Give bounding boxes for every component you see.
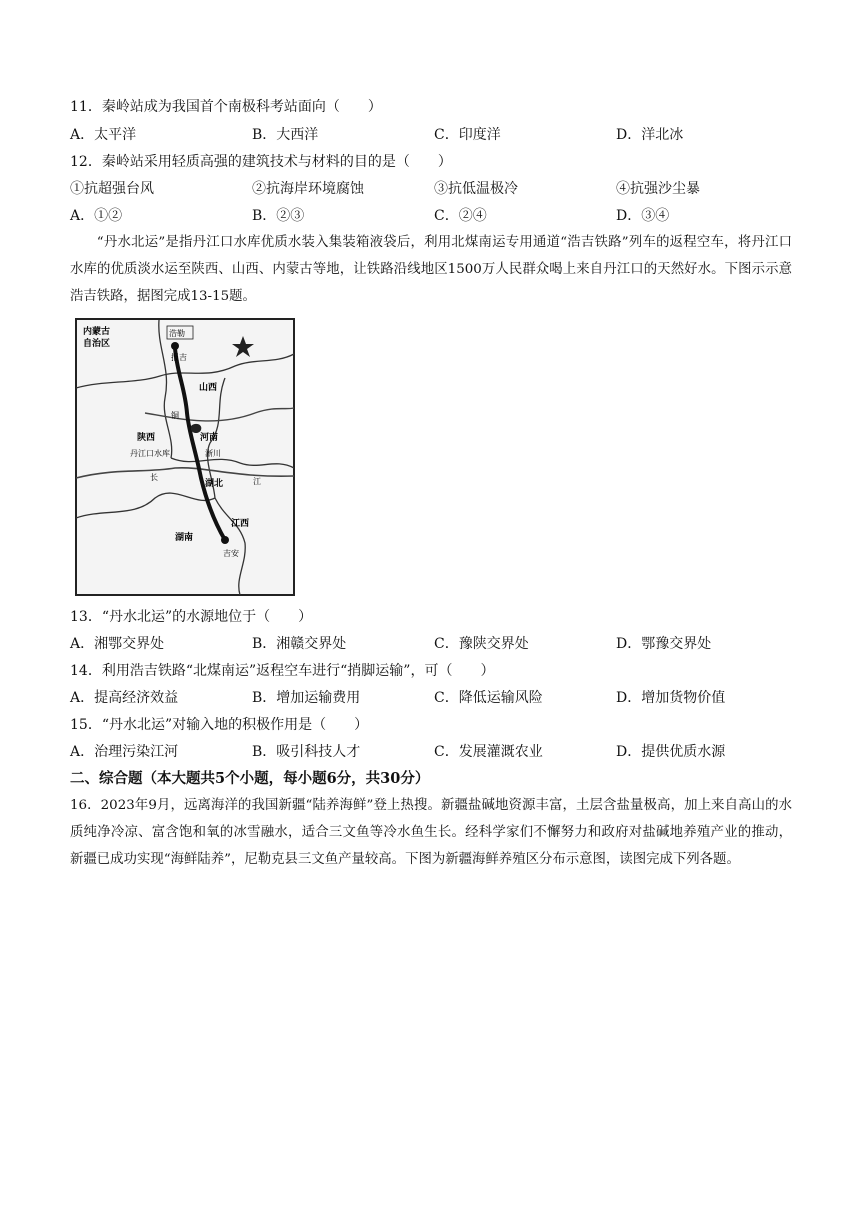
q12-option-c: C．②④	[434, 208, 487, 224]
label-baoji: 报吉	[171, 353, 187, 362]
q12-option-a: A．①②	[70, 208, 123, 224]
label-jiangxi: 江西	[231, 519, 250, 529]
q11-stem: 11．秦岭站成为我国首个南极科考站面向（ ）	[70, 99, 382, 115]
q12-statement-1: ①抗超强台风	[70, 181, 154, 197]
q12-statement-3: ③抗低温极冷	[434, 181, 518, 197]
label-jiang: 江	[253, 477, 261, 486]
q11-option-d: D．洋北冰	[616, 127, 684, 143]
haoji-railway-map	[75, 318, 295, 596]
q12-option-d: D．③④	[616, 208, 670, 224]
label-henan: 河南	[200, 433, 219, 443]
label-xichuan: 淅川	[205, 449, 221, 458]
q15-option-c: C．发展灌溉农业	[434, 744, 543, 760]
label-jian: 吉安	[223, 549, 239, 558]
label-danjiangkou: 丹江口水库	[130, 449, 170, 458]
q13-option-c: C．豫陕交界处	[434, 636, 529, 652]
q14-option-d: D．增加货物价值	[616, 690, 726, 706]
q13-option-d: D．鄂豫交界处	[616, 636, 712, 652]
q13-option-a: A．湘鄂交界处	[70, 636, 165, 652]
q12-statement-4: ④抗强沙尘暴	[616, 181, 700, 197]
q13-stem: 13．“丹水北运”的水源地位于（ ）	[70, 609, 313, 625]
q14-option-c: C．降低运输风险	[434, 690, 543, 706]
q11-option-a: A．太平洋	[70, 127, 137, 143]
q14-option-b: B．增加运输费用	[252, 690, 361, 706]
label-shanxi: 山西	[199, 383, 218, 393]
label-neimenggu: 内蒙古	[83, 327, 111, 337]
q15-option-a: A．治理污染江河	[70, 744, 179, 760]
q13-option-b: B．湘赣交界处	[252, 636, 347, 652]
q14-stem: 14．利用浩吉铁路“北煤南运”返程空车进行“捎脚运输”，可（ ）	[70, 663, 495, 679]
station-jian-dot	[221, 536, 229, 544]
q12-stem: 12．秦岭站采用轻质高强的建筑技术与材料的目的是（ ）	[70, 154, 452, 170]
q14-option-a: A．提高经济效益	[70, 690, 179, 706]
q12-statement-2: ②抗海岸环境腐蚀	[252, 181, 364, 197]
label-tong: 铜	[171, 411, 179, 420]
label-shaanxi: 陕西	[137, 433, 156, 443]
label-haolei: 浩勒	[169, 329, 185, 338]
passage-13-15: “丹水北运”是指丹江口水库优质水装入集装箱液袋后，利用北煤南运专用通道“浩吉铁路”列车的返程空车，将丹江口水库的优质淡水运至陕西、山西、内蒙古等地，让铁路沿线地区1500万人民群众喝上来自丹江口的天然好水。下图示示意浩吉铁路，据图完成13-15题。	[70, 235, 792, 304]
label-hubei: 湖北	[205, 479, 224, 489]
station-north-dot	[171, 342, 179, 350]
label-hunan: 湖南	[175, 533, 194, 543]
label-chang: 长	[150, 473, 158, 482]
q12-option-b: B．②③	[252, 208, 305, 224]
section2-title: 二、综合题（本大题共5个小题，每小题6分，共30分）	[70, 770, 430, 787]
q11-option-b: B．大西洋	[252, 127, 319, 143]
q11-option-c: C．印度洋	[434, 127, 501, 143]
q15-stem: 15．“丹水北运”对输入地的积极作用是（ ）	[70, 717, 369, 733]
q16-text: 16．2023年9月，远离海洋的我国新疆“陆养海鲜”登上热搜。新疆盐碱地资源丰富，土层含盐量极高，加上来自高山的水质纯净冷凉、富含饱和氧的冰雪融水，适合三文鱼等冷水鱼生长。经科学家们不懈努力和政府对盐碱地养殖产业的推动，新疆已成功实现“海鲜陆养”，尼勒克县三文鱼产量较高。下图为新疆海鲜养殖区分布示意图，读图完成下列各题。	[70, 798, 792, 867]
q15-option-d: D．提供优质水源	[616, 744, 726, 760]
label-zizhiqu: 自治区	[83, 339, 111, 349]
q15-option-b: B．吸引科技人才	[252, 744, 361, 760]
